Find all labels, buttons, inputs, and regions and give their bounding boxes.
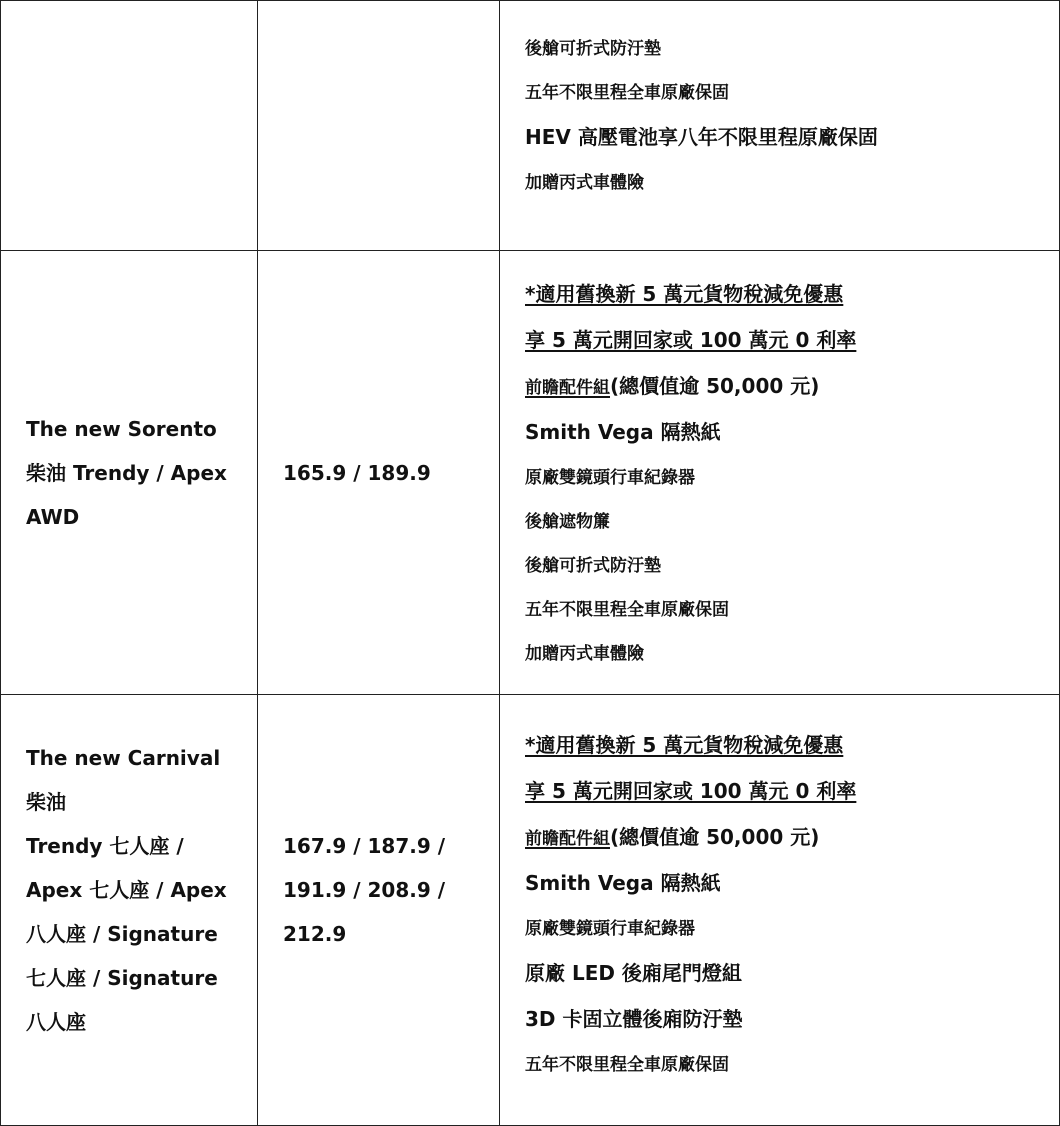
offer-item bbox=[525, 907, 1037, 951]
offer-item bbox=[525, 861, 1037, 907]
offer-text: 後艙可折式防汙墊 bbox=[525, 555, 661, 576]
table-row bbox=[1, 1, 1060, 251]
offer-text: Smith Vega 隔熱紙 bbox=[525, 419, 721, 444]
model-name-line: The new Carnival bbox=[26, 746, 221, 770]
offer-text: 後艙可折式防汙墊 bbox=[525, 39, 661, 59]
offer-text: HEV 高壓電池享八年不限里程原廠保固 bbox=[525, 125, 878, 149]
offer-text: Smith Vega 隔熱紙 bbox=[525, 871, 721, 895]
model-name-line: 八人座 bbox=[26, 1010, 86, 1034]
model-cell bbox=[1, 695, 258, 1126]
model-name-line: 八人座 / Signature bbox=[26, 922, 218, 946]
offer-text: 五年不限里程全車原廠保固 bbox=[525, 599, 729, 620]
offer-item bbox=[525, 769, 1037, 815]
model-name-line: Trendy 七人座 / bbox=[26, 834, 184, 858]
offer-list bbox=[525, 270, 1037, 676]
model-name-line: Apex 七人座 / Apex bbox=[26, 878, 227, 902]
offer-item bbox=[525, 632, 1037, 676]
offers-cell bbox=[500, 251, 1060, 695]
offer-suffix: (總價值逾 50,000 元) bbox=[610, 373, 820, 398]
offer-text: 前瞻配件組 bbox=[525, 377, 610, 398]
table-row bbox=[1, 251, 1060, 695]
price-line: 165.9 / 189.9 bbox=[283, 460, 431, 485]
offer-text: 原廠 LED 後廂尾門燈組 bbox=[525, 961, 742, 985]
model-lines bbox=[26, 407, 235, 539]
offer-text: 後艙遮物簾 bbox=[525, 511, 610, 532]
price-lines bbox=[283, 824, 477, 956]
price-line: 167.9 / 187.9 / bbox=[283, 834, 446, 858]
offer-text: 原廠雙鏡頭行車紀錄器 bbox=[525, 919, 695, 939]
offer-item bbox=[525, 27, 1037, 71]
offer-item bbox=[525, 500, 1037, 544]
offer-text: 五年不限里程全車原廠保固 bbox=[525, 83, 729, 103]
offer-item bbox=[525, 588, 1037, 632]
offer-text: *適用舊換新 5 萬元貨物稅減免優惠 bbox=[525, 281, 844, 306]
offer-text: 加贈丙式車體險 bbox=[525, 643, 644, 664]
model-cell bbox=[1, 1, 258, 251]
price-line: 212.9 bbox=[283, 922, 347, 946]
offer-item bbox=[525, 997, 1037, 1043]
price-cell bbox=[258, 251, 500, 695]
model-name-line: The new Sorento bbox=[26, 416, 217, 441]
model-lines bbox=[26, 736, 235, 1044]
offer-text: 原廠雙鏡頭行車紀錄器 bbox=[525, 467, 695, 488]
price-cell bbox=[258, 695, 500, 1126]
table-row bbox=[1, 695, 1060, 1126]
model-cell bbox=[1, 251, 258, 695]
offer-item bbox=[525, 272, 1037, 318]
price-cell bbox=[258, 1, 500, 251]
offer-item bbox=[525, 723, 1037, 769]
offer-item bbox=[525, 318, 1037, 364]
offer-text: 前瞻配件組 bbox=[525, 829, 610, 849]
offer-list bbox=[525, 25, 1037, 205]
model-name-line: 柴油 bbox=[26, 790, 66, 814]
offer-item bbox=[525, 456, 1037, 500]
offer-item bbox=[525, 71, 1037, 115]
offer-item bbox=[525, 161, 1037, 205]
price-line: 191.9 / 208.9 / bbox=[283, 878, 446, 902]
model-name-line: 柴油 Trendy / Apex bbox=[26, 460, 227, 485]
offer-text: 五年不限里程全車原廠保固 bbox=[525, 1055, 729, 1075]
model-name-line: 七人座 / Signature bbox=[26, 966, 218, 990]
offer-text: 3D 卡固立體後廂防汙墊 bbox=[525, 1007, 743, 1031]
offer-text: 享 5 萬元開回家或 100 萬元 0 利率 bbox=[525, 327, 857, 352]
offer-item bbox=[525, 544, 1037, 588]
offer-text: 享 5 萬元開回家或 100 萬元 0 利率 bbox=[525, 779, 857, 803]
model-name-line: AWD bbox=[26, 504, 80, 529]
offer-text: *適用舊換新 5 萬元貨物稅減免優惠 bbox=[525, 733, 844, 757]
offer-item bbox=[525, 951, 1037, 997]
offer-suffix: (總價值逾 50,000 元) bbox=[610, 825, 820, 849]
offer-list bbox=[525, 721, 1037, 1087]
offer-item bbox=[525, 410, 1037, 456]
offer-item bbox=[525, 815, 1037, 861]
offer-item bbox=[525, 115, 1037, 161]
offer-text: 加贈丙式車體險 bbox=[525, 173, 644, 193]
offer-item bbox=[525, 364, 1037, 410]
offers-cell bbox=[500, 695, 1060, 1126]
price-lines bbox=[283, 451, 477, 495]
offers-cell bbox=[500, 1, 1060, 251]
offer-item bbox=[525, 1043, 1037, 1087]
